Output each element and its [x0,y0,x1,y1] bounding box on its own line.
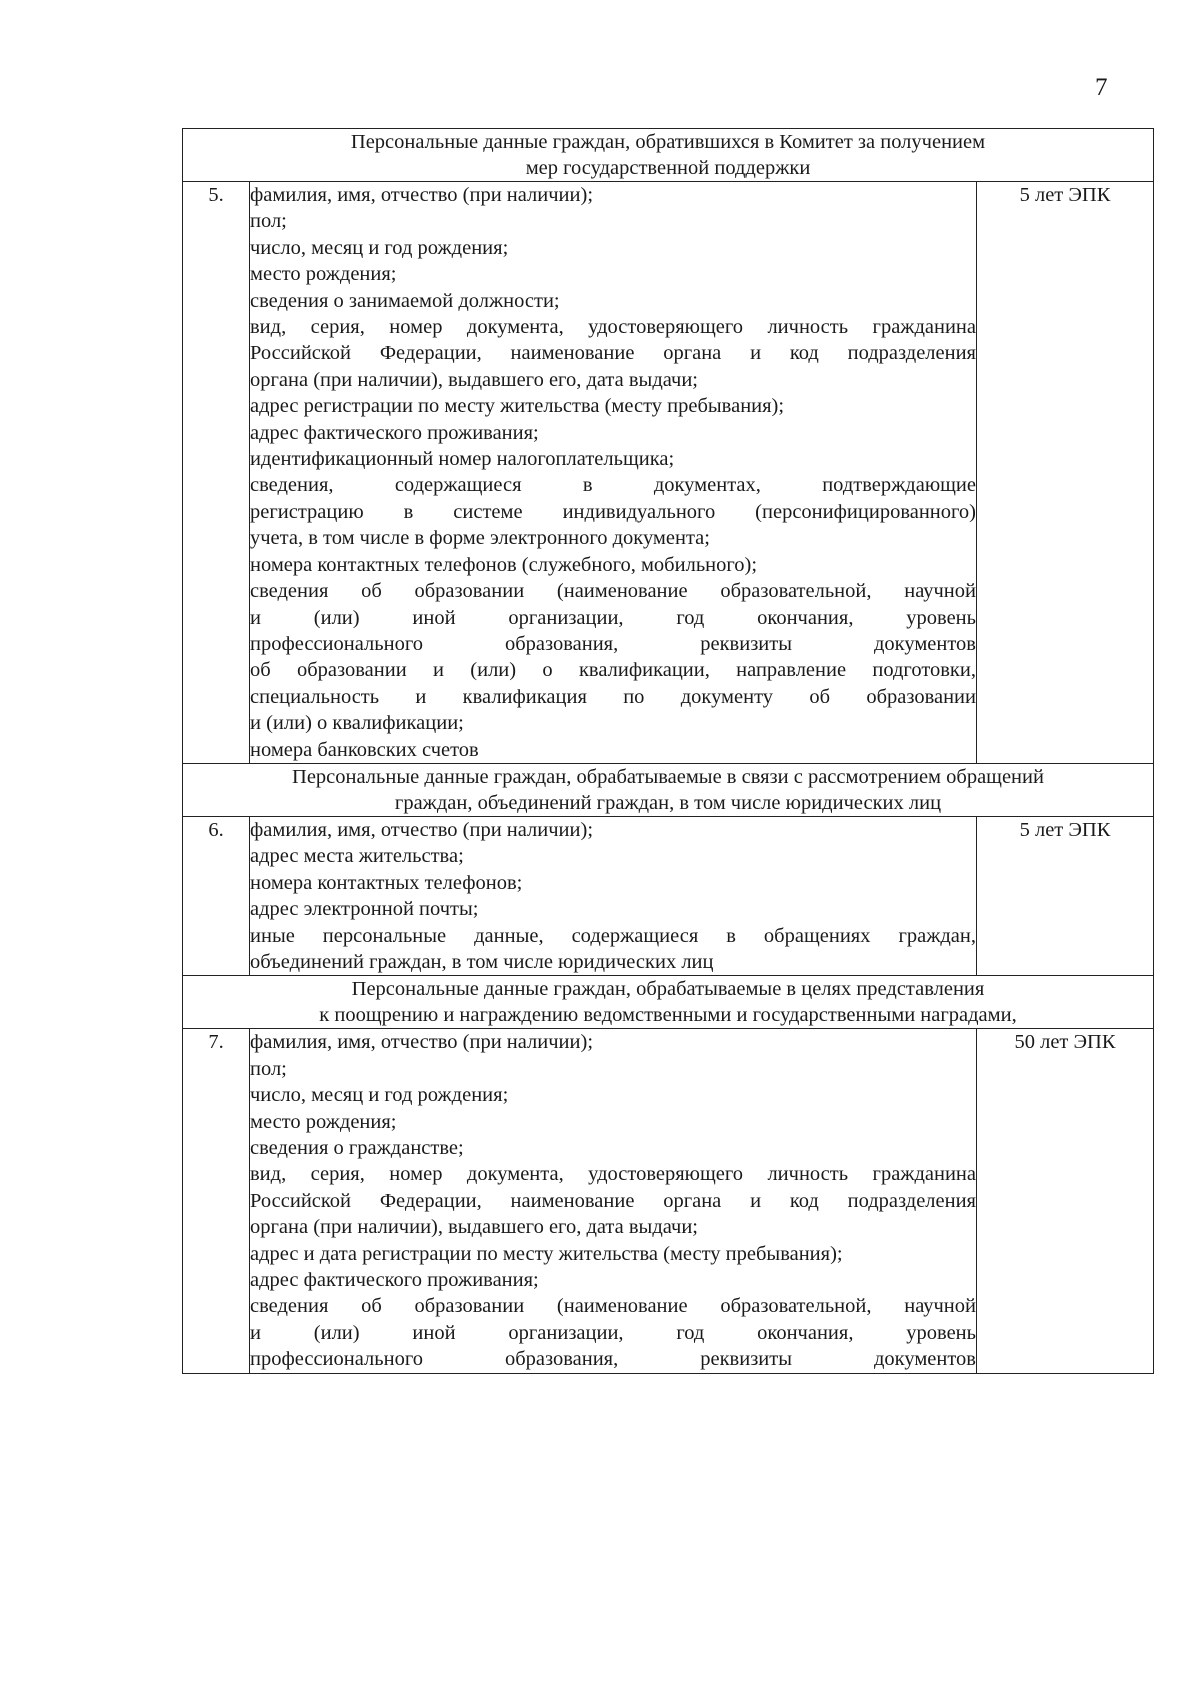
list-item: адрес регистрации по месту жительства (месту пребывания); [250,395,785,418]
list-item: Российской Федерации, наименование органа и код подразделения [250,1189,976,1212]
list-item: адрес фактического проживания; [250,1269,539,1292]
list-item: профессионального образования, реквизиты документов [250,632,976,655]
section-header-line: к поощрению и награждению ведомственными и государственными наградами, [319,1004,1017,1027]
list-item: органа (при наличии), выдавшего его, дата выдачи; [250,368,699,391]
section-header-line: Персональные данные граждан, обрабатываемые в целях представления [351,978,985,1001]
list-item: сведения об образовании (наименование образовательной, научной [250,580,976,603]
list-item: сведения о занимаемой должности; [250,289,560,312]
list-item: профессионального образования, реквизиты документов [250,1348,976,1371]
section-header-line: Персональные данные граждан, обратившихся в Комитет за получением [350,131,986,153]
retention-term: 5 лет ЭПК [977,182,1154,764]
section-header-line: граждан, объединений граждан, в том числе юридических лиц [394,791,942,814]
list-item: фамилия, имя, отчество (при наличии); [250,184,594,206]
row-number: 6. [183,816,250,975]
list-item: фамилия, имя, отчество (при наличии); [250,1031,594,1054]
list-item: сведения о гражданстве; [250,1137,464,1159]
list-item: и (или) о квалификации; [250,712,464,735]
list-item: идентификационный номер налогоплательщика; [250,448,675,471]
list-item: сведения, содержащиеся в документах, подтверждающие [250,474,976,497]
data-items-cell [250,816,977,975]
section-header-row [183,976,1154,1029]
list-item: адрес места жительства; [250,845,464,868]
list-item: число, месяц и год рождения; [250,1084,509,1107]
section-header-line: мер государственной поддержки [525,157,811,179]
list-item: объединений граждан, в том числе юридических лиц [250,950,714,973]
list-item: адрес и дата регистрации по месту жительства (месту пребывания); [250,1242,843,1265]
list-item: адрес фактического проживания; [250,421,539,444]
list-item: иные персональные данные, содержащиеся в обращениях граждан, [250,924,976,947]
list-item: учета, в том числе в форме электронного документа; [250,527,710,550]
personal-data-table [182,128,1154,1374]
section-header-row [183,763,1154,816]
row-number: 5. [183,182,250,764]
list-item: номера банковских счетов [250,738,479,761]
list-item: фамилия, имя, отчество (при наличии); [250,818,594,841]
list-item: специальность и квалификация по документу об образовании [250,685,976,708]
list-item: число, месяц и год рождения; [250,236,509,259]
list-item: сведения об образовании (наименование образовательной, научной [250,1295,976,1318]
section-header-row [183,129,1154,182]
data-items-cell [250,1029,977,1373]
list-item: регистрацию в системе индивидуального (персонифицированного) [250,500,976,523]
list-item: адрес электронной почты; [250,898,479,921]
list-item: Российской Федерации, наименование органа и код подразделения [250,342,976,365]
list-item: номера контактных телефонов (служебного, мобильного); [250,553,758,576]
section-header-line: Персональные данные граждан, обрабатываемые в связи с рассмотрением обращений [292,765,1044,788]
retention-term: 50 лет ЭПК [977,1029,1154,1373]
table-row [183,1029,1154,1373]
list-item: вид, серия, номер документа, удостоверяющего личность гражданина [250,1163,976,1186]
table-row [183,182,1154,764]
list-item: номера контактных телефонов; [250,871,523,894]
page-number: 7 [1095,74,1108,101]
list-item: место рождения; [250,263,397,286]
table-row [183,816,1154,975]
list-item: и (или) иной организации, год окончания, уровень [250,606,976,629]
list-item: об образовании и (или) о квалификации, направление подготовки, [250,659,976,682]
list-item: пол; [250,1057,287,1080]
list-item: пол; [250,210,287,233]
row-number: 7. [183,1029,250,1373]
data-items-cell [250,182,977,764]
list-item: органа (при наличии), выдавшего его, дата выдачи; [250,1216,699,1239]
list-item: и (или) иной организации, год окончания, уровень [250,1321,976,1344]
section-header [183,129,1154,182]
retention-term: 5 лет ЭПК [977,816,1154,975]
list-item: вид, серия, номер документа, удостоверяющего личность гражданина [250,316,976,339]
section-header [183,763,1154,816]
section-header [183,976,1154,1029]
list-item: место рождения; [250,1110,397,1133]
